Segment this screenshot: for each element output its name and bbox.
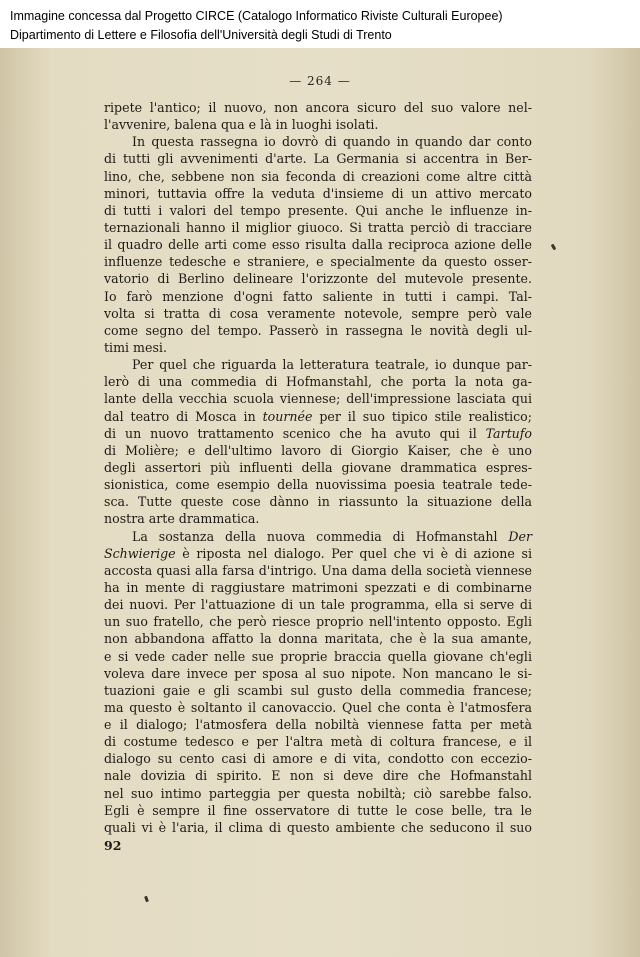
attribution-banner bbox=[0, 0, 640, 48]
text-line: dei nuovi. Per l'attuazione di un tale programma, ella si serve di bbox=[104, 597, 532, 613]
article-body bbox=[104, 99, 532, 836]
text-line: di tutti gli avvenimenti d'arte. La Germania si accentra in Ber- bbox=[104, 151, 532, 167]
text-line: Egli è sempre il fine osservatore di tutte le cose belle, tra le bbox=[104, 802, 532, 818]
attribution-line-1: Immagine concessa dal Progetto CIRCE (Catalogo Informatico Riviste Culturali Europee) bbox=[10, 9, 503, 23]
text-line: Per quel che riguarda la letteratura teatrale, io dunque par- bbox=[132, 357, 532, 373]
text-line: La sostanza della nuova commedia di Hofmanstahl Der bbox=[132, 528, 532, 544]
text-line: accosta quasi alla farsa d'intrigo. Una dama della società viennese bbox=[104, 562, 532, 578]
text-line: ma questo è soltanto il canovaccio. Quel che conta è l'atmosfera bbox=[104, 699, 532, 715]
text-line: ripete l'antico; il nuovo, non ancora sicuro del suo valore nel- bbox=[104, 100, 532, 115]
text-line: In questa rassegna io dovrò di quando in quando dar conto bbox=[132, 134, 532, 150]
text-line: Schwierige è riposta nel dialogo. Per quel che vi è di azione si bbox=[104, 545, 532, 561]
text-line: dal teatro di Mosca in tournée per il suo tipico stile realistico; bbox=[104, 408, 533, 424]
text-line: ternazionali hanno il miglior giuoco. Si tratta perciò di tracciare bbox=[104, 219, 532, 235]
text-line: influenze tedesche e straniere, e specialmente da questo osser- bbox=[104, 254, 532, 270]
text-line: dialogo su cento casi di amore e di vita, condotto con eccezio- bbox=[104, 751, 532, 767]
text-line: lerò di una commedia di Hofmanstahl, che porta la nota ga- bbox=[104, 374, 532, 390]
text-line: di un nuovo trattamento scenico che ha avuto qui il Tartufo bbox=[104, 425, 532, 441]
page-number: — 264 — bbox=[289, 74, 351, 88]
text-line: lino, che, sebbene non sia feconda di creazioni come altre città bbox=[104, 168, 532, 184]
scanned-page bbox=[0, 48, 640, 957]
text-line: come segno del tempo. Passerò in rassegna le novità degli ul- bbox=[104, 322, 532, 338]
text-line: volta si tratta di cosa veramente notevole, sempre però vale bbox=[104, 305, 532, 321]
text-line: minori, tuttavia offre la veduta d'insieme di un attivo mercato bbox=[104, 185, 532, 201]
text-line: un suo fratello, che però riesce proprio nell'intento opposto. Egli bbox=[104, 614, 532, 630]
text-line: e il dialogo; l'atmosfera della nobiltà viennese fatta per metà bbox=[104, 717, 532, 733]
text-line: vatorio di Berlino delineare l'orizzonte del mutevole presente. bbox=[104, 271, 532, 287]
text-line: ha in mente di raggiustare matrimoni spezzati e di combinarne bbox=[104, 579, 532, 595]
text-line: di costume tedesco e per l'altra metà di coltura francese, e il bbox=[104, 734, 532, 750]
text-line: di Molière; e dell'ultimo lavoro di Giorgio Kaiser, che è uno bbox=[104, 442, 532, 458]
text-line: quali vi è l'aria, il clima di questo ambiente che seducono il suo bbox=[104, 819, 532, 835]
text-line: nale dovizia di spirito. E non si deve dire che Hofmanstahl bbox=[104, 768, 532, 784]
text-line: l'avvenire, balena qua e là in luoghi isolati. bbox=[104, 117, 379, 133]
text-line: nostra arte drammatica. bbox=[104, 511, 260, 527]
text-line: Io farò menzione d'ogni fatto saliente in tutti i campi. Tal- bbox=[104, 288, 532, 304]
text-line: timi mesi. bbox=[104, 339, 167, 355]
text-line: degli assertori più influenti della giovane drammatica espres- bbox=[104, 459, 532, 475]
text-line: voleva dare invece per sposa al suo nipote. Non mancano le si- bbox=[104, 665, 532, 681]
text-line: nel suo intimo parteggia per questa nobiltà; ciò sarebbe falso. bbox=[104, 785, 532, 801]
signature-folio: 92 bbox=[104, 838, 122, 853]
text-line: sionistica, come esempio della nuovissima poesia teatrale tede- bbox=[104, 477, 532, 493]
text-line: tuazioni gaie e gli scambi sul gusto della commedia francese; bbox=[104, 682, 532, 698]
text-line: il quadro delle arti come esso risulta dalla reciproca azione delle bbox=[104, 237, 532, 253]
text-line: non abbandona affatto la donna maritata, che è la sua amante, bbox=[104, 631, 532, 647]
text-line: lante della vecchia scuola viennese; dell'impressione lasciata qui bbox=[104, 391, 532, 407]
attribution-line-2: Dipartimento di Lettere e Filosofia dell'Università degli Studi di Trento bbox=[10, 28, 392, 42]
scan-speck bbox=[551, 244, 557, 251]
text-line: e si vede cader nelle sue proprie braccia quella giovane ch'egli bbox=[104, 648, 532, 664]
scan-speck bbox=[144, 896, 149, 903]
text-line: di tutti i valori del tempo presente. Qui anche le influenze in- bbox=[104, 202, 532, 218]
text-line: sca. Tutte queste cose dànno in riassunto la situazione della bbox=[104, 494, 532, 510]
